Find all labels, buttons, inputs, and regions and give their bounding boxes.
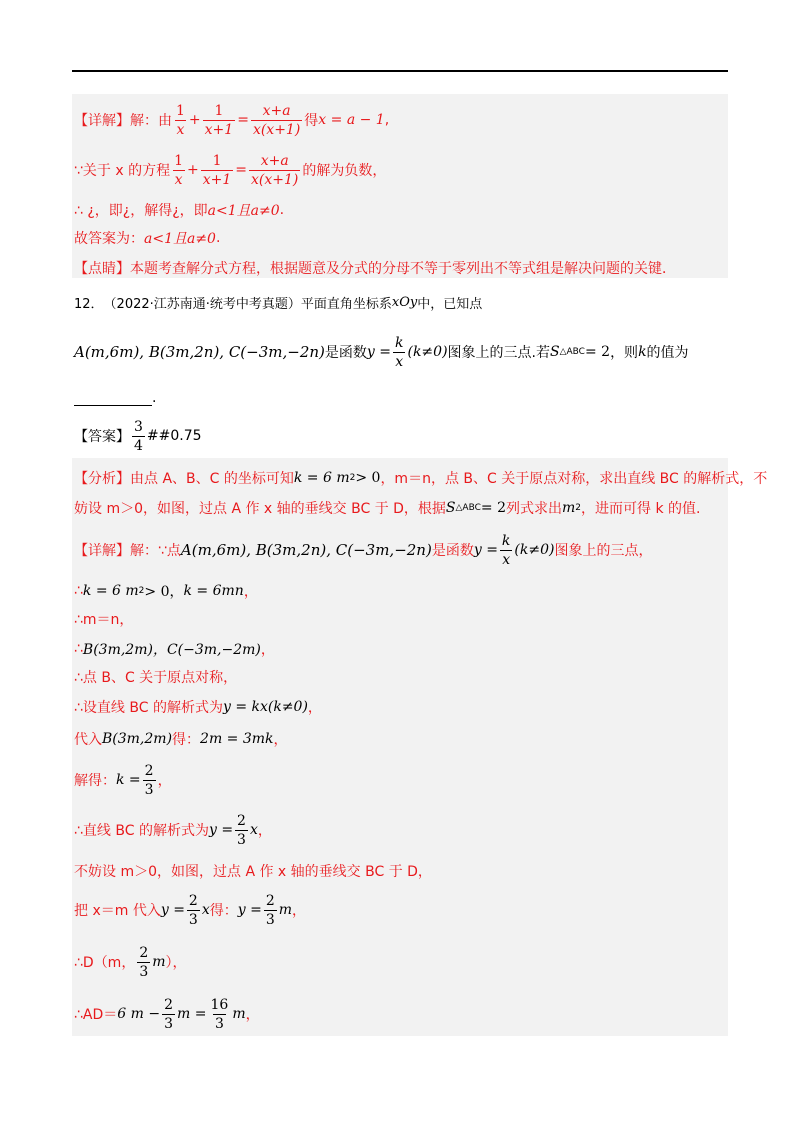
math: > 0: [355, 470, 381, 486]
text: 妨设 m＞0，如图，过点 A 作 x 轴的垂线交 BC 于 D，根据: [74, 501, 446, 517]
text: ，: [157, 773, 172, 789]
text: 图象上的三点.若: [447, 345, 550, 361]
text: 是函数: [324, 345, 367, 361]
fraction: $\frac{x+a}{x(x+1)}$: [251, 152, 299, 188]
math: y =: [208, 822, 234, 838]
text: 列式求出: [506, 501, 562, 517]
math: y =: [473, 542, 498, 558]
fraction: $\frac{1}{x}$: [174, 152, 184, 188]
math: = 2: [584, 344, 611, 360]
text: ，: [243, 584, 258, 600]
fraction: $\frac{2}{3}$: [237, 812, 246, 848]
math: A(m,6m), B(3m,2n), C(−3m,−2n): [180, 541, 432, 559]
math: (k≠0): [407, 344, 448, 360]
answer-blank-line: [74, 388, 156, 408]
text: ∴直线 BC 的解析式为: [74, 823, 209, 839]
detail-line-10: [74, 860, 432, 882]
math: x: [249, 822, 258, 838]
math: S: [549, 344, 560, 360]
header-rule: [72, 70, 728, 72]
text: ，: [292, 903, 307, 919]
math: xOy: [391, 294, 418, 310]
fraction: $\frac{k}{x}$: [395, 334, 404, 370]
question-number: 12．: [74, 296, 104, 312]
fraction: $\frac{2}{3}$: [139, 944, 149, 980]
prev-detail-line-4: 故答案为： a<1且a≠0 .: [74, 230, 221, 247]
detail-line-12: [74, 942, 187, 982]
prev-comment-line: [74, 256, 676, 280]
math: a<1且a≠0: [207, 203, 280, 219]
math: y =: [237, 902, 262, 918]
math: y = kx(k≠0): [222, 699, 308, 715]
answer-suffix: ##0.75: [146, 428, 202, 444]
text: 解得：: [74, 773, 116, 789]
fraction: $\frac{2}{3}$: [144, 762, 154, 798]
text: 图象上的三点，: [554, 543, 653, 559]
analysis-line-2: [74, 494, 700, 522]
prev-detail-line-2: ∵关于 x 的方程 $\frac{1}{x}$ + $\frac{1}{x+1}$ = $\frac{x+a}{x(x+1)}$ 的解为负数，: [74, 152, 387, 188]
text: ∴D（m，: [74, 955, 136, 971]
comment-text: 本题考查解分式方程，根据题意及分式的分母不等于零列出不等式组是解决问题的关键．: [130, 261, 676, 277]
fraction: $\frac{1}{x+1}$: [202, 152, 232, 188]
text: 得：: [209, 903, 238, 919]
text: ∴: [74, 583, 83, 599]
text: ），: [165, 955, 187, 971]
text: 解：由: [130, 113, 172, 129]
text: ，m＝n，点 B、C 关于原点对称，求出直线 BC 的解析式，不: [380, 471, 768, 487]
fraction: $\frac{16}{3}$: [210, 996, 229, 1032]
detail-line-9: [74, 810, 272, 850]
answer-fraction: $\frac{3}{4}$: [134, 418, 143, 454]
answer-blank: [74, 391, 152, 406]
text: 把 x＝m 代入: [74, 903, 161, 919]
question-source: （2022·江苏南通·统考中考真题）平面直角坐标系: [103, 296, 392, 312]
detail-line-1: [74, 530, 652, 570]
math-sub: △ABC: [559, 347, 585, 357]
text: ∴点 B、C 关于原点对称，: [74, 670, 238, 686]
math: (k≠0): [514, 542, 555, 558]
math: y =: [160, 902, 185, 918]
text: ∵关于 x 的方程: [74, 163, 171, 179]
comment-tag: 【点睛】: [74, 261, 130, 277]
fraction: $\frac{2}{3}$: [188, 892, 198, 928]
prev-detail-line-3: ∴ ¿，即¿，解得¿，即 a<1且a≠0 .: [74, 202, 285, 219]
detail-line-7: [74, 726, 288, 752]
math: B(3m,2m): [102, 731, 173, 747]
fraction: $\frac{k}{x}$: [501, 532, 511, 568]
detail-line-3: [74, 608, 133, 630]
text: ，: [307, 700, 322, 716]
math: x = a − 1: [318, 112, 385, 128]
fraction: $\frac{1}{x}$: [176, 102, 185, 138]
math: k = 6mn: [183, 583, 244, 599]
text: 代入: [74, 732, 102, 748]
detail-line-6: [74, 694, 322, 720]
text: ∴AD＝: [74, 1007, 118, 1023]
text: ，进而可得 k 的值.: [581, 501, 701, 517]
text: ∴ ¿，即¿，解得¿，即: [74, 203, 208, 219]
text: ，: [257, 823, 272, 839]
math: = 2: [480, 500, 506, 516]
analysis-tag: 【分析】: [74, 471, 130, 487]
math: 6 m −: [117, 1006, 161, 1022]
math: a<1且a≠0: [144, 231, 216, 247]
detail-line-8: [74, 760, 172, 800]
answer-tag: 【答案】: [74, 429, 130, 445]
question-12-header: [74, 290, 482, 314]
detail-line-4: [74, 636, 275, 662]
math: A(m,6m), B(3m,2n), C(−3m,−2n): [74, 343, 325, 361]
math: k = 6 m: [293, 470, 350, 486]
text: ，: [260, 642, 275, 658]
text: ∴: [74, 641, 83, 657]
text: 由点 A、B、C 的坐标可知: [130, 471, 294, 487]
text: 得: [304, 113, 319, 129]
text: ，: [273, 732, 288, 748]
math-sup: 2: [575, 503, 582, 513]
prev-detail-line-1: 【详解】 解：由 $\frac{1}{x}$ + $\frac{1}{x+1}$ = $\frac{x+a}{x(x+1)}$ 得 x = a − 1 ,: [74, 102, 390, 138]
text: ，: [245, 1007, 260, 1023]
math-sub: △ABC: [455, 503, 481, 513]
text: 得：: [172, 732, 201, 748]
math: m: [562, 500, 576, 516]
text: 的解为负数，: [302, 163, 387, 179]
question-12-body: [74, 332, 689, 372]
math: B(3m,2m)，C(−3m,−2m): [82, 642, 261, 658]
detail-line-11: [74, 890, 306, 930]
detail-tag: 【详解】: [74, 113, 130, 129]
math: x: [201, 902, 210, 918]
math: > 0，: [144, 584, 184, 600]
text: ∴m＝n，: [74, 612, 134, 628]
math-sup: 2: [138, 586, 145, 596]
math: k: [638, 344, 647, 360]
text: 中，已知点: [417, 296, 483, 312]
text: 解：∵点: [130, 543, 181, 559]
text: 不妨设 m＞0，如图，过点 A 作 x 轴的垂线交 BC 于 D，: [74, 864, 432, 880]
math: 2m = 3mk: [200, 731, 274, 747]
fraction: $\frac{2}{3}$: [164, 996, 174, 1032]
text: .: [152, 390, 157, 406]
math: k =: [116, 772, 141, 788]
math: k = 6 m: [82, 583, 139, 599]
math: m: [232, 1006, 246, 1022]
fraction: $\frac{1}{x+1}$: [204, 102, 234, 138]
analysis-line-1: [74, 464, 767, 492]
detail-line-5: [74, 666, 237, 688]
math: m =: [177, 1006, 207, 1022]
fraction: $\frac{2}{3}$: [265, 892, 275, 928]
text: ，则: [610, 345, 639, 361]
text: 是函数: [431, 543, 474, 559]
math: S: [445, 500, 456, 516]
text: 的值为: [646, 345, 689, 361]
math: m: [278, 902, 293, 918]
fraction: $\frac{x+a}{x(x+1)}$: [252, 102, 301, 138]
detail-line-2: [74, 578, 258, 604]
text: 故答案为：: [74, 231, 144, 247]
math: m: [152, 954, 166, 970]
text: ∴设直线 BC 的解析式为: [74, 700, 223, 716]
math-sup: 2: [349, 473, 356, 483]
detail-tag: 【详解】: [74, 543, 130, 559]
math: y =: [366, 344, 391, 360]
detail-line-13: [74, 994, 260, 1034]
answer-line: [74, 416, 202, 456]
